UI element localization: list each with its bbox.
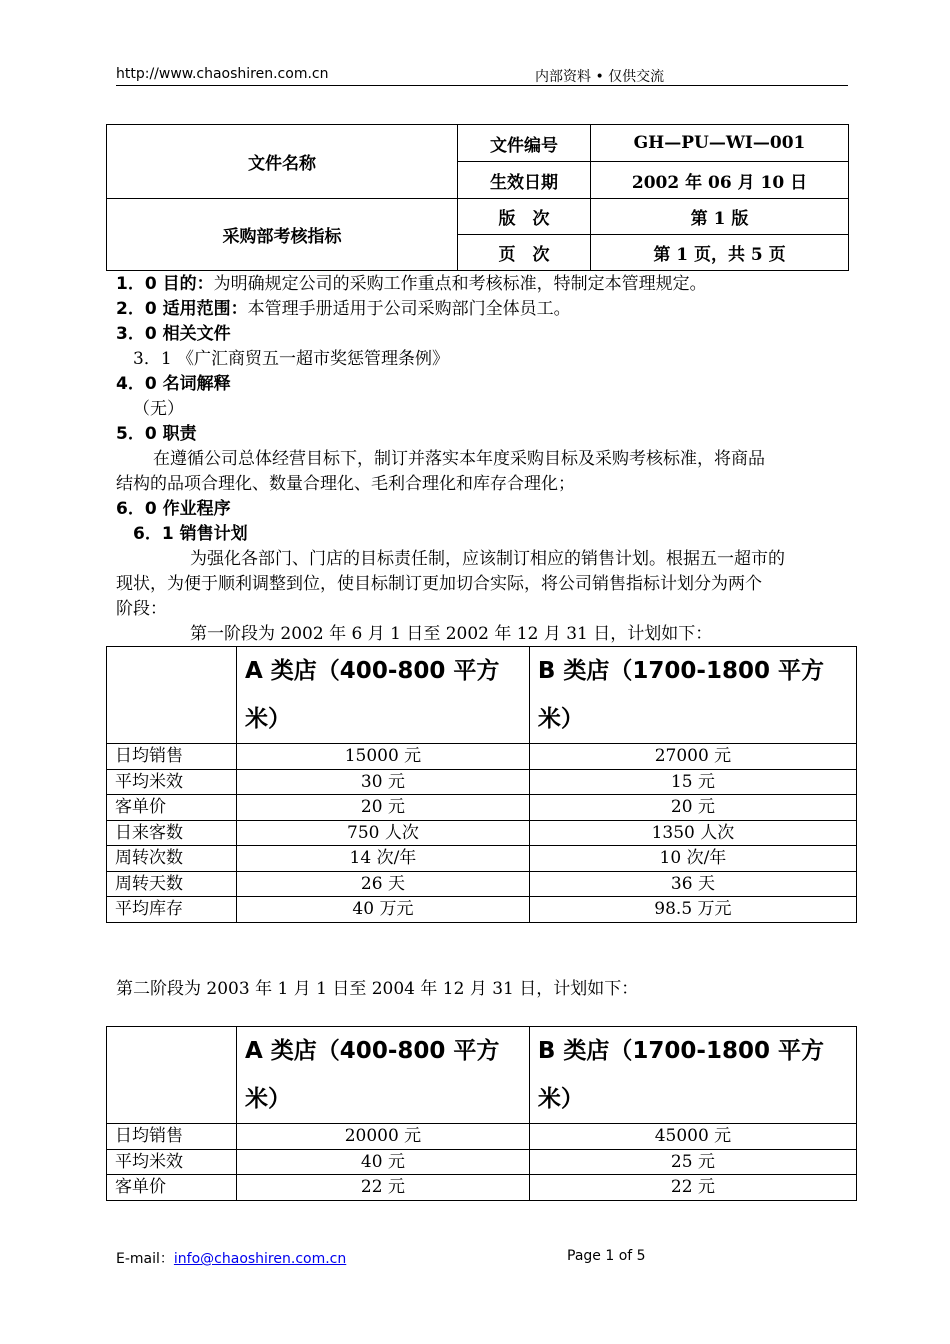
plan-header-empty [107,1027,237,1124]
table-row [107,769,857,795]
header-url: http://www.chaoshiren.com.cn [116,66,329,82]
footer-page-number: Page 1 of 5 [567,1248,646,1264]
store-a-value: 30 元 [237,769,530,795]
meta-date-value: 2002 年 06 月 10 日 [591,162,849,199]
row-label: 客单价 [107,1175,237,1201]
store-a-value: 15000 元 [237,744,530,770]
store-b-value: 25 元 [529,1149,856,1175]
store-a-value: 750 人次 [237,820,530,846]
header-note: 内部资料 • 仅供交流 [535,69,665,85]
row-label: 日均销售 [107,1124,237,1150]
plan-header-a: A 类店（400-800 平方 米） [237,1027,530,1124]
table-row [107,846,857,872]
row-label: 日均销售 [107,744,237,770]
plan-header-b: B 类店（1700-1800 平方 米） [529,1027,856,1124]
store-b-value: 27000 元 [529,744,856,770]
table-row [107,744,857,770]
table-row [107,795,857,821]
phase-1-intro: 第一阶段为 2002 年 6 月 1 日至 2002 年 12 月 31 日，计划如下： [190,624,713,644]
section-5-line-1: 在遵循公司总体经营目标下，制订并落实本年度采购目标及采购考核标准，将商品 [153,449,765,469]
store-a-value: 40 元 [237,1149,530,1175]
row-label: 平均米效 [107,1149,237,1175]
row-label: 客单价 [107,795,237,821]
store-b-value: 10 次/年 [529,846,856,872]
row-label: 平均米效 [107,769,237,795]
store-a-value: 20 元 [237,795,530,821]
meta-date-label: 生效日期 [458,162,591,199]
section-2-heading: 2．0 适用范围： [116,299,248,319]
table-row [107,1175,857,1201]
plan-header-a: A 类店（400-800 平方 米） [237,647,530,744]
section-6-1-heading: 6．1 销售计划 [133,524,248,544]
section-6-1-line-1: 为强化各部门、门店的目标责任制，应该制订相应的销售计划。根据五一超市的 [190,549,785,569]
row-label: 周转天数 [107,871,237,897]
meta-name-value: 采购部考核指标 [107,199,458,271]
section-1-text: 为明确规定公司的采购工作重点和考核标准，特制定本管理规定。 [213,274,707,294]
meta-page-value: 第 1 页，共 5 页 [591,235,849,271]
section-1 [116,272,707,296]
section-6-1-line-3: 阶段： [116,599,167,619]
section-4-heading: 4．0 名词解释 [116,374,231,394]
phase-2-intro: 第二阶段为 2003 年 1 月 1 日至 2004 年 12 月 31 日，计划如下： [116,979,639,999]
section-6-heading: 6．0 作业程序 [116,499,231,519]
section-1-heading: 1．0 目的： [116,274,214,294]
plan-header-empty [107,647,237,744]
meta-doc-no-value: GH—PU—WI—001 [591,125,849,162]
meta-version-label: 版 次 [458,199,591,235]
table-row [107,871,857,897]
footer-email [116,1248,346,1268]
store-a-value: 14 次/年 [237,846,530,872]
section-5-heading: 5．0 职责 [116,424,197,444]
store-b-value: 36 天 [529,871,856,897]
table-row [107,820,857,846]
section-4-item: （无） [133,399,184,419]
meta-page-label: 页 次 [458,235,591,271]
phase-2-plan-table [106,1026,857,1201]
store-b-value: 15 元 [529,769,856,795]
row-label: 日来客数 [107,820,237,846]
store-b-value: 98.5 万元 [529,897,856,923]
store-a-value: 26 天 [237,871,530,897]
footer-email-label: E-mail： [116,1251,174,1267]
store-b-value: 20 元 [529,795,856,821]
store-b-value: 45000 元 [529,1124,856,1150]
section-6-1-line-2: 现状，为便于顺利调整到位，使目标制订更加切合实际，将公司销售指标计划分为两个 [116,574,762,594]
section-3-heading: 3．0 相关文件 [116,324,231,344]
store-a-value: 22 元 [237,1175,530,1201]
table-row [107,1149,857,1175]
footer-email-link[interactable]: info@chaoshiren.com.cn [173,1251,347,1267]
row-label: 平均库存 [107,897,237,923]
section-3-item: 3．1 《广汇商贸五一超市奖惩管理条例》 [133,349,450,369]
document-meta-table [106,124,849,271]
phase-1-plan-table [106,646,857,923]
header-divider [116,85,848,86]
section-2-text: 本管理手册适用于公司采购部门全体员工。 [247,299,571,319]
store-b-value: 1350 人次 [529,820,856,846]
table-row [107,897,857,923]
store-a-value: 40 万元 [237,897,530,923]
plan-header-b: B 类店（1700-1800 平方 米） [529,647,856,744]
table-row [107,1124,857,1150]
meta-doc-no-label: 文件编号 [458,125,591,162]
row-label: 周转次数 [107,846,237,872]
meta-name-label: 文件名称 [107,125,458,199]
section-5-line-2: 结构的品项合理化、数量合理化、毛利合理化和库存合理化； [116,474,575,494]
store-b-value: 22 元 [529,1175,856,1201]
meta-version-value: 第 1 版 [591,199,849,235]
section-2 [116,297,571,321]
store-a-value: 20000 元 [237,1124,530,1150]
